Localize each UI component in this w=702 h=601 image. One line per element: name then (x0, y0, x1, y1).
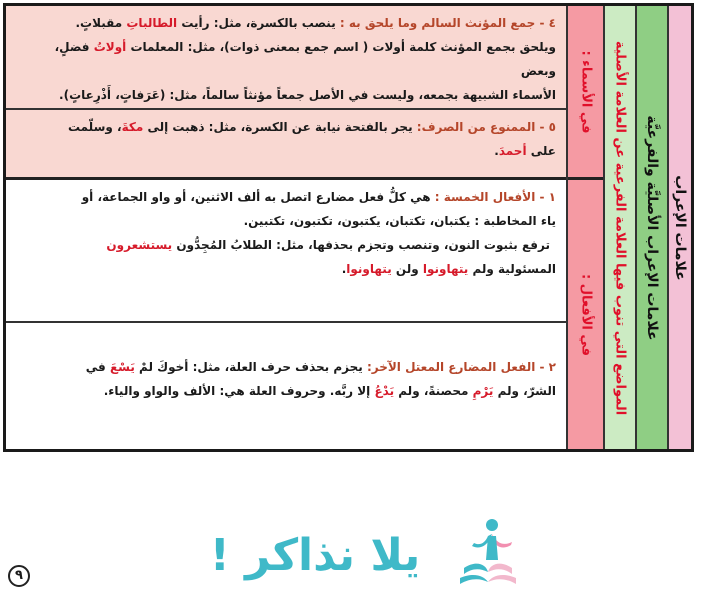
row-heading: الفعل المضارع المعتل الآخر: (366, 360, 536, 374)
row-heading: الأفعال الخمسة : (434, 190, 536, 204)
content-column (6, 6, 566, 449)
example-word: يتهاونوا (422, 262, 469, 276)
row-number: ٥ - (535, 120, 556, 134)
row-heading: الممنوع من الصرف: (416, 120, 536, 134)
example-word: أولاتُ (93, 40, 127, 54)
category-nouns-label: في الأسماء : (578, 49, 593, 134)
example-word: الطالباتِ (126, 16, 178, 30)
substitution-column (603, 6, 635, 449)
row-heading: جمع المؤنث السالم وما يلحق به : (339, 16, 536, 30)
signs-column (635, 6, 667, 449)
brand-logo (180, 516, 520, 592)
row-diptote: ٥ - الممنوع من الصرف: يجر بالفتحة نيابة عن الكسرة، مثل: ذهبت إلى مكةَ، وسلّمت على أحمدَ. (6, 110, 566, 180)
example-word: يستشعرون (106, 238, 173, 252)
row-number: ٤ - (535, 16, 556, 30)
brand-name: يلا نذاكر ! (209, 530, 421, 581)
example-word: أحمدَ (498, 144, 527, 158)
example-word: مكةَ (121, 120, 144, 134)
category-verbs-label: في الأفعال : (578, 273, 593, 356)
example-word: يَسْعَ (109, 360, 135, 374)
substitution-title: المواضع التي تنوب فيها العلامة الفرعية عن العلامة الأصلية (612, 40, 628, 415)
row-five-verbs: ١ - الأفعال الخمسة : هي كلُّ فعل مضارع اتصل به ألف الاثنين، أو واو الجماعة، أو ياء المخاطبة : يكتبان، تكتبان، يكتبون، تكتبون، تكتبين. ترفع بثبوت النون، وتنصب وتجزم بحذفها، مثل: الطلابُ المُجِدُّون يستشعرون المسئولية ولم يتهاونوا ولن يتهاونوا. (6, 180, 566, 323)
signs-title: علامات الإعراب الأصليَّة والفرعيَّة (644, 114, 660, 341)
main-title-column (667, 6, 691, 449)
row-feminine-plural: ٤ - جمع المؤنث السالم وما يلحق به : ينصب بالكسرة، مثل: رأيت الطالباتِ مقبلاتٍ. ويلحق بجمع المؤنث كلمة أولات ( اسم جمع بمعنى ذوات)، مثل: المعلمات أولاتُ فضلٍ، وبعض الأسماء الشبيهة بجمعه، وليست في الأصل جمعاً مؤنثاً سالماً، مثل: (عَرَفاتٍ، أَذْرِعاتٍ). (6, 6, 566, 110)
row-number: ٢ - (535, 360, 556, 374)
row-defective-verb: ٢ - الفعل المضارع المعتل الآخر: يجزم بحذف حرف العلة، مثل: أخوكَ لمْ يَسْعَ في الشرّ، ولم يَرْمِ محصنةً، ولم يَدْعُ إلا ربَّه. وحروف العلة هي: الألف والواو والياء. (85, 360, 556, 398)
main-title: علامات الإعراب (672, 174, 688, 281)
page-number: ٩ (8, 565, 30, 587)
category-nouns (568, 6, 603, 180)
category-column (566, 6, 603, 449)
example-word: يَدْعُ (374, 384, 395, 398)
row-number: ١ - (535, 190, 556, 204)
grammar-table (3, 3, 694, 452)
reading-figure-icon (450, 516, 522, 592)
category-verbs (568, 180, 603, 449)
example-word: يتهاونوا (346, 262, 392, 276)
example-word: يَرْمِ (472, 384, 494, 398)
